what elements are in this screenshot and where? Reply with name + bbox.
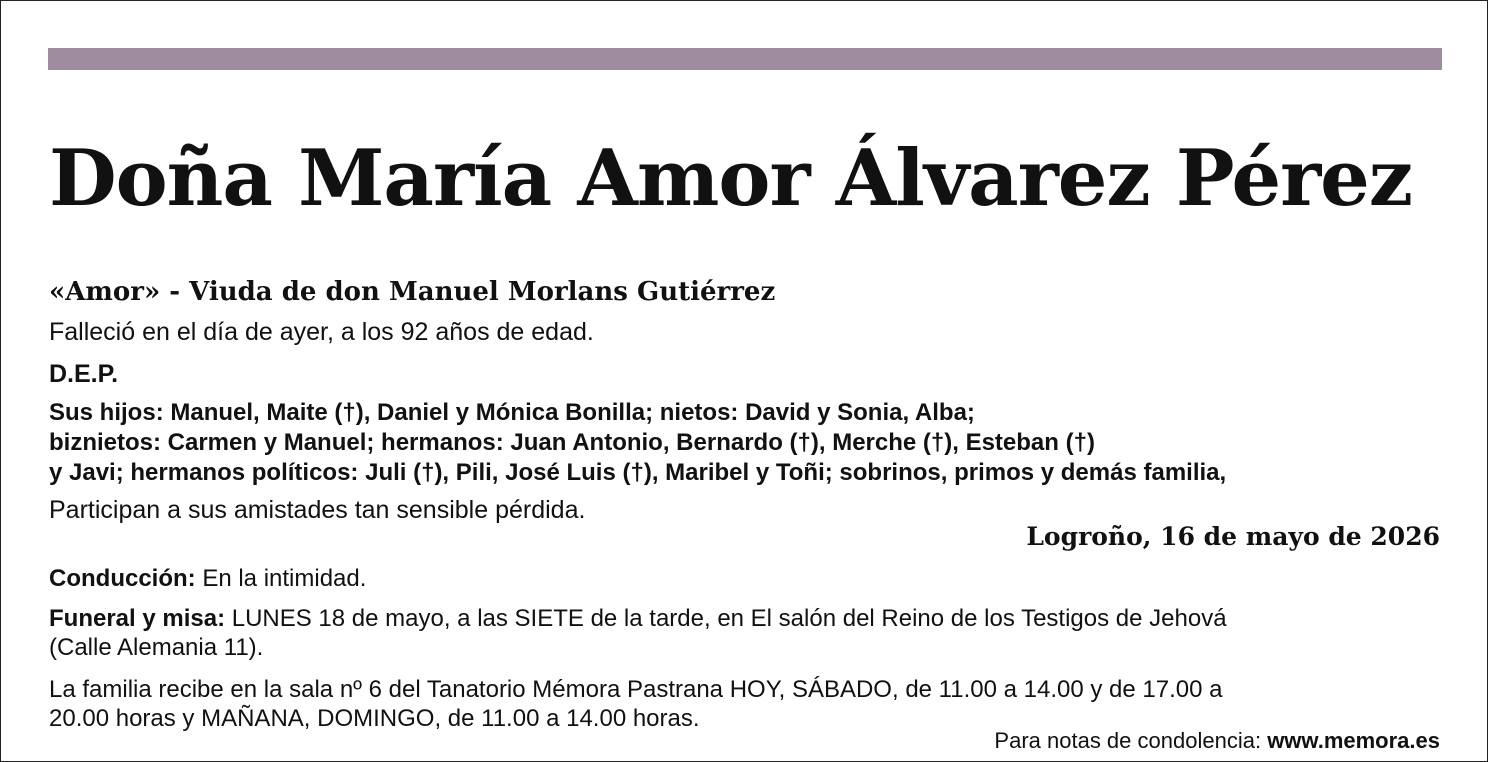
deceased-name: Doña María Amor Álvarez Pérez — [49, 133, 1413, 224]
place-date: Logroño, 16 de mayo de 2026 — [1026, 522, 1440, 551]
family-line: Sus hijos: Manuel, Maite (†), Daniel y Mónica Bonilla; nietos: David y Sonia, Alba; — [49, 399, 975, 426]
funeral-block — [49, 604, 1449, 662]
participation-line: Participan a sus amistades tan sensible pérdida. — [49, 496, 586, 524]
death-line: Falleció en el día de ayer, a los 92 años de edad. — [49, 318, 594, 346]
conduction-label: Conducción: — [49, 565, 196, 592]
condolence-label: Para notas de condolencia: — [994, 728, 1262, 753]
funeral-label: Funeral y misa: — [49, 605, 226, 632]
reception-line: 20.00 horas y MAÑANA, DOMINGO, de 11.00 a 14.00 horas. — [49, 705, 700, 732]
funeral-text: LUNES 18 de mayo, a las SIETE de la tarde, en El salón del Reino de los Testigos de Jehová — [231, 605, 1227, 632]
family-line: y Javi; hermanos políticos: Juli (†), Pili, José Luis (†), Maribel y Toñi; sobrinos, primos y demás familia, — [49, 459, 1227, 486]
reception-line: La familia recibe en la sala nº 6 del Tanatorio Mémora Pastrana HOY, SÁBADO, de 11.00 a 14.00 y de 17.00 a — [49, 676, 1223, 703]
conduction-text: En la intimidad. — [202, 565, 367, 592]
subtitle: «Amor» - Viuda de don Manuel Morlans Gutiérrez — [49, 277, 776, 307]
family-list — [49, 398, 1449, 488]
funeral-address: (Calle Alemania 11). — [49, 634, 264, 661]
dep-label: D.E.P. — [49, 360, 119, 388]
reception-block — [49, 675, 1449, 733]
accent-bar — [48, 48, 1442, 70]
website-link[interactable]: www.memora.es — [1267, 728, 1440, 753]
condolence-footer — [994, 727, 1440, 755]
conduction-line — [49, 564, 1449, 593]
family-line: biznietos: Carmen y Manuel; hermanos: Juan Antonio, Bernardo (†), Merche (†), Esteban (†) — [49, 429, 1095, 456]
